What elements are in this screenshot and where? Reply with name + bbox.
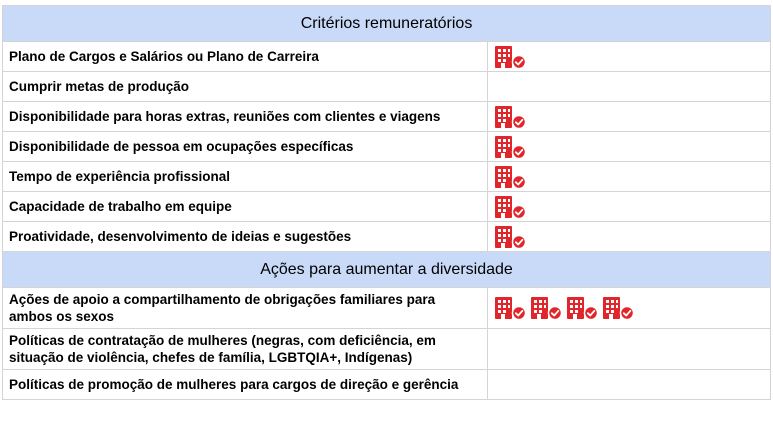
row-label: Políticas de contratação de mulheres (negras, com deficiência, em situação de violência, chefes de família, LGBTQIA+, Indígenas) [3,329,488,370]
row-label: Disponibilidade para horas extras, reuniões com clientes e viagens [3,102,488,132]
table-row [3,329,771,370]
table-row [3,132,771,162]
row-icons [488,132,771,162]
row-icons [488,222,771,252]
building-check-icon [494,164,527,190]
row-icons [488,192,771,222]
row-label: Capacidade de trabalho em equipe [3,192,488,222]
row-icons [488,329,771,370]
row-label: Disponibilidade de pessoa em ocupações específicas [3,132,488,162]
building-check-icon [494,224,527,250]
table-row [3,288,771,329]
row-label: Cumprir metas de produção [3,72,488,102]
row-icons [488,42,771,72]
building-check-icon [494,44,527,70]
table-row [3,192,771,222]
section-header-remuneration [3,6,771,42]
building-check-icon [494,194,527,220]
building-check-icon [494,295,527,321]
row-icons [488,162,771,192]
row-icons [488,370,771,400]
section-title: Critérios remuneratórios [3,6,771,42]
table-row [3,102,771,132]
building-check-icon [494,104,527,130]
row-label: Políticas de promoção de mulheres para cargos de direção e gerência [3,370,488,400]
row-icons [488,102,771,132]
row-label: Plano de Cargos e Salários ou Plano de Carreira [3,42,488,72]
building-check-icon [494,134,527,160]
table-row [3,42,771,72]
row-label: Proatividade, desenvolvimento de ideias e sugestões [3,222,488,252]
row-icons [488,72,771,102]
table-row [3,370,771,400]
table-row [3,72,771,102]
building-check-icon [566,295,599,321]
section-header-diversity [3,252,771,288]
section-title: Ações para aumentar a diversidade [3,252,771,288]
building-check-icon [530,295,563,321]
table-row [3,162,771,192]
row-label: Tempo de experiência profissional [3,162,488,192]
row-icons [488,288,771,329]
criteria-table [2,5,771,400]
row-label: Ações de apoio a compartilhamento de obrigações familiares para ambos os sexos [3,288,488,329]
building-check-icon [602,295,635,321]
table-row [3,222,771,252]
